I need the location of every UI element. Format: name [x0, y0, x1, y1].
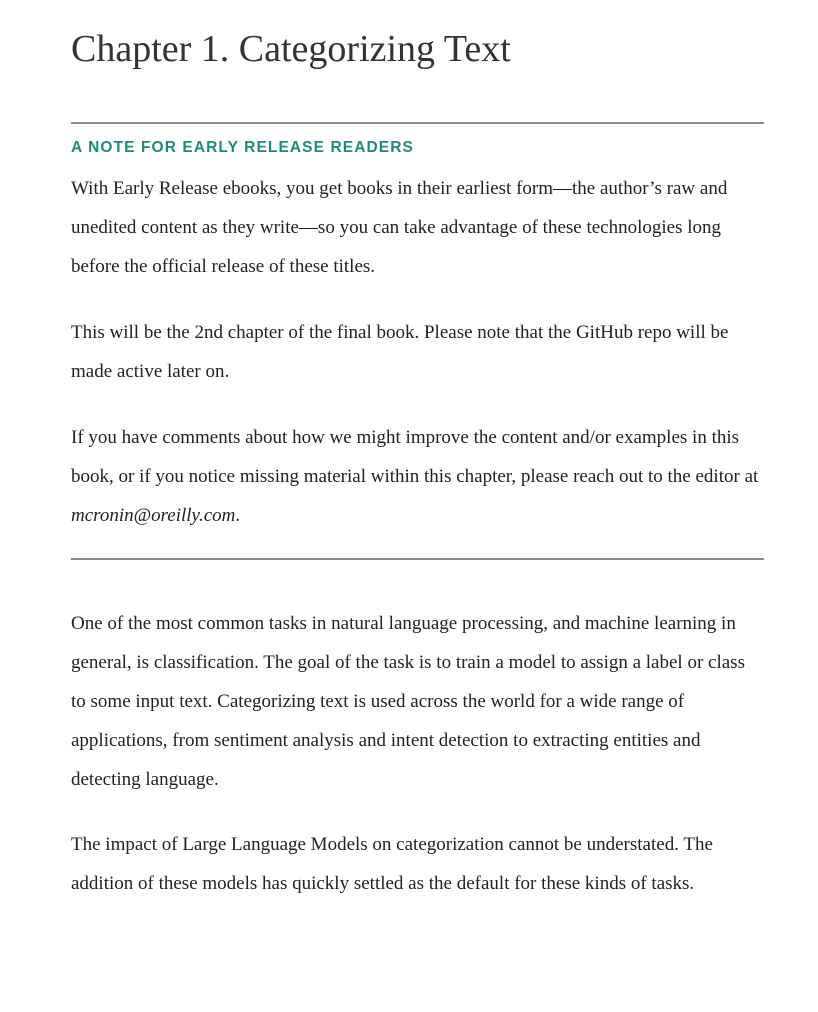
- chapter-title: Chapter 1. Categorizing Text: [71, 28, 511, 70]
- early-release-note: [71, 122, 764, 560]
- note-paragraph: This will be the 2nd chapter of the final book. Please note that the GitHub repo will be made active later on.: [71, 322, 729, 382]
- note-paragraph: With Early Release ebooks, you get books in their earliest form—the author’s raw and unedited content as they write—so you can take advantage of these technologies long before the official release of these titles.: [71, 178, 728, 277]
- contact-text: If you have comments about how we might improve the content and/or examples in this book, or if you notice missing material within this chapter, please reach out to the editor at: [71, 427, 759, 487]
- note-heading: A NOTE FOR EARLY RELEASE READERS: [71, 139, 414, 156]
- contact-suffix: .: [235, 505, 241, 526]
- note-contact-paragraph: [71, 418, 764, 535]
- editor-email: mcronin@oreilly.com: [71, 505, 236, 526]
- body-paragraph: One of the most common tasks in natural language processing, and machine learning in general, is classification. The goal of the task is to train a model to assign a label or class to some input text. Categorizing text is used across the world for a wide range of applications, from sentiment analysis and intent detection to extracting entities and detecting language.: [71, 613, 745, 790]
- body-paragraph: The impact of Large Language Models on categorization cannot be understated. The addition of these models has quickly settled as the default for these kinds of tasks.: [71, 834, 713, 894]
